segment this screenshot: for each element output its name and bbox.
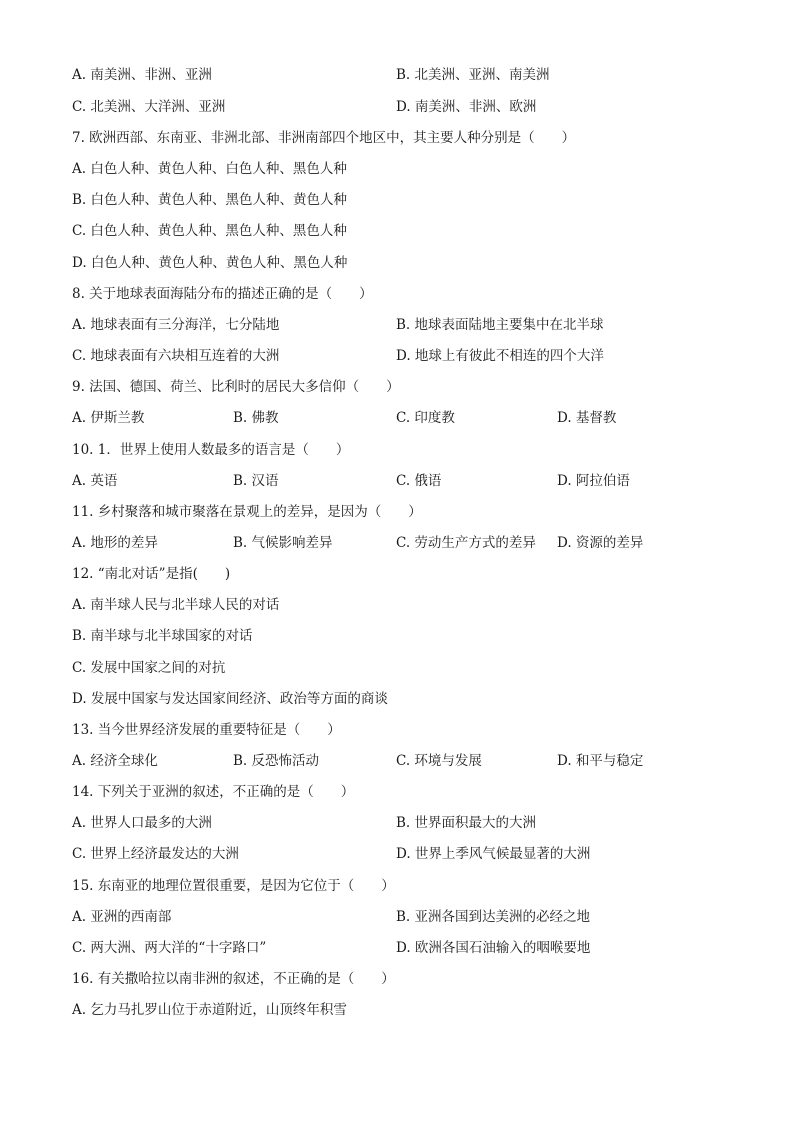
q11-option-c: C. 劳动生产方式的差异	[396, 535, 536, 551]
q12-option-b: B. 南半球与北半球国家的对话	[72, 628, 253, 644]
q8-stem: 8. 关于地球表面海陆分布的描述正确的是（ ）	[72, 286, 373, 302]
q7-option-b: B. 白色人种、黄色人种、黑色人种、黄色人种	[72, 192, 348, 208]
q10-stem: 10. 1．世界上使用人数最多的语言是（ ）	[72, 442, 350, 458]
q7-option-a: A. 白色人种、黄色人种、白色人种、黑色人种	[72, 161, 347, 177]
q13-option-a: A. 经济全球化	[72, 753, 158, 769]
q9-option-a: A. 伊斯兰教	[72, 410, 145, 426]
q12-option-a: A. 南半球人民与北半球人民的对话	[72, 597, 280, 613]
q12-stem: 12. “南北对话”是指( )	[72, 566, 231, 582]
q8-option-c: C. 地球表面有六块相互连着的大洲	[72, 348, 280, 364]
q11-stem: 11. 乡村聚落和城市聚落在景观上的差异，是因为（ ）	[72, 504, 422, 520]
q11-option-a: A. 地形的差异	[72, 535, 158, 551]
q14-option-c: C. 世界上经济最发达的大洲	[72, 846, 239, 862]
q15-option-b: B. 亚洲各国到达美洲的必经之地	[396, 909, 591, 925]
q9-option-c: C. 印度教	[396, 410, 455, 426]
q9-option-b: B. 佛教	[233, 410, 279, 426]
q6-option-a: A. 南美洲、非洲、亚洲	[72, 67, 212, 83]
q12-option-c: C. 发展中国家之间的对抗	[72, 660, 226, 676]
q15-option-a: A. 亚洲的西南部	[72, 909, 172, 925]
q6-option-b: B. 北美洲、亚洲、南美洲	[396, 67, 550, 83]
q13-option-d: D. 和平与稳定	[557, 753, 644, 769]
q6-option-d: D. 南美洲、非洲、欧洲	[396, 99, 537, 115]
q15-option-c: C. 两大洲、两大洋的“十字路口”	[72, 940, 267, 956]
q14-option-d: D. 世界上季风气候最显著的大洲	[396, 846, 591, 862]
q6-option-c: C. 北美洲、大洋洲、亚洲	[72, 99, 226, 115]
q7-option-d: D. 白色人种、黄色人种、黄色人种、黑色人种	[72, 255, 348, 271]
q14-option-a: A. 世界人口最多的大洲	[72, 815, 212, 831]
q11-option-d: D. 资源的差异	[557, 535, 644, 551]
q13-stem: 13. 当今世界经济发展的重要特征是（ ）	[72, 722, 341, 738]
q9-stem: 9. 法国、德国、荷兰、比利时的居民大多信仰（ ）	[72, 379, 400, 395]
q11-option-b: B. 气候影响差异	[233, 535, 333, 551]
q16-stem: 16. 有关撒哈拉以南非洲的叙述，不正确的是（ ）	[72, 971, 395, 987]
q8-option-b: B. 地球表面陆地主要集中在北半球	[396, 317, 604, 333]
q10-option-b: B. 汉语	[233, 473, 279, 489]
q10-option-c: C. 俄语	[396, 473, 442, 489]
q7-option-c: C. 白色人种、黄色人种、黑色人种、黑色人种	[72, 223, 347, 239]
q7-stem: 7. 欧洲西部、东南亚、非洲北部、非洲南部四个地区中，其主要人种分别是（ ）	[72, 130, 576, 146]
q10-option-a: A. 英语	[72, 473, 118, 489]
q14-option-b: B. 世界面积最大的大洲	[396, 815, 537, 831]
q15-option-d: D. 欧洲各国石油输入的咽喉要地	[396, 940, 591, 956]
q13-option-b: B. 反恐怖活动	[233, 753, 320, 769]
q12-option-d: D. 发展中国家与发达国家间经济、政治等方面的商谈	[72, 691, 388, 707]
q8-option-d: D. 地球上有彼此不相连的四个大洋	[396, 348, 604, 364]
q14-stem: 14. 下列关于亚洲的叙述，不正确的是（ ）	[72, 784, 355, 800]
q10-option-d: D. 阿拉伯语	[557, 473, 630, 489]
q16-option-a: A. 乞力马扎罗山位于赤道附近，山顶终年积雪	[72, 1002, 347, 1018]
q9-option-d: D. 基督教	[557, 410, 617, 426]
q8-option-a: A. 地球表面有三分海洋，七分陆地	[72, 317, 280, 333]
q15-stem: 15. 东南亚的地理位置很重要，是因为它位于（ ）	[72, 878, 395, 894]
q13-option-c: C. 环境与发展	[396, 753, 482, 769]
